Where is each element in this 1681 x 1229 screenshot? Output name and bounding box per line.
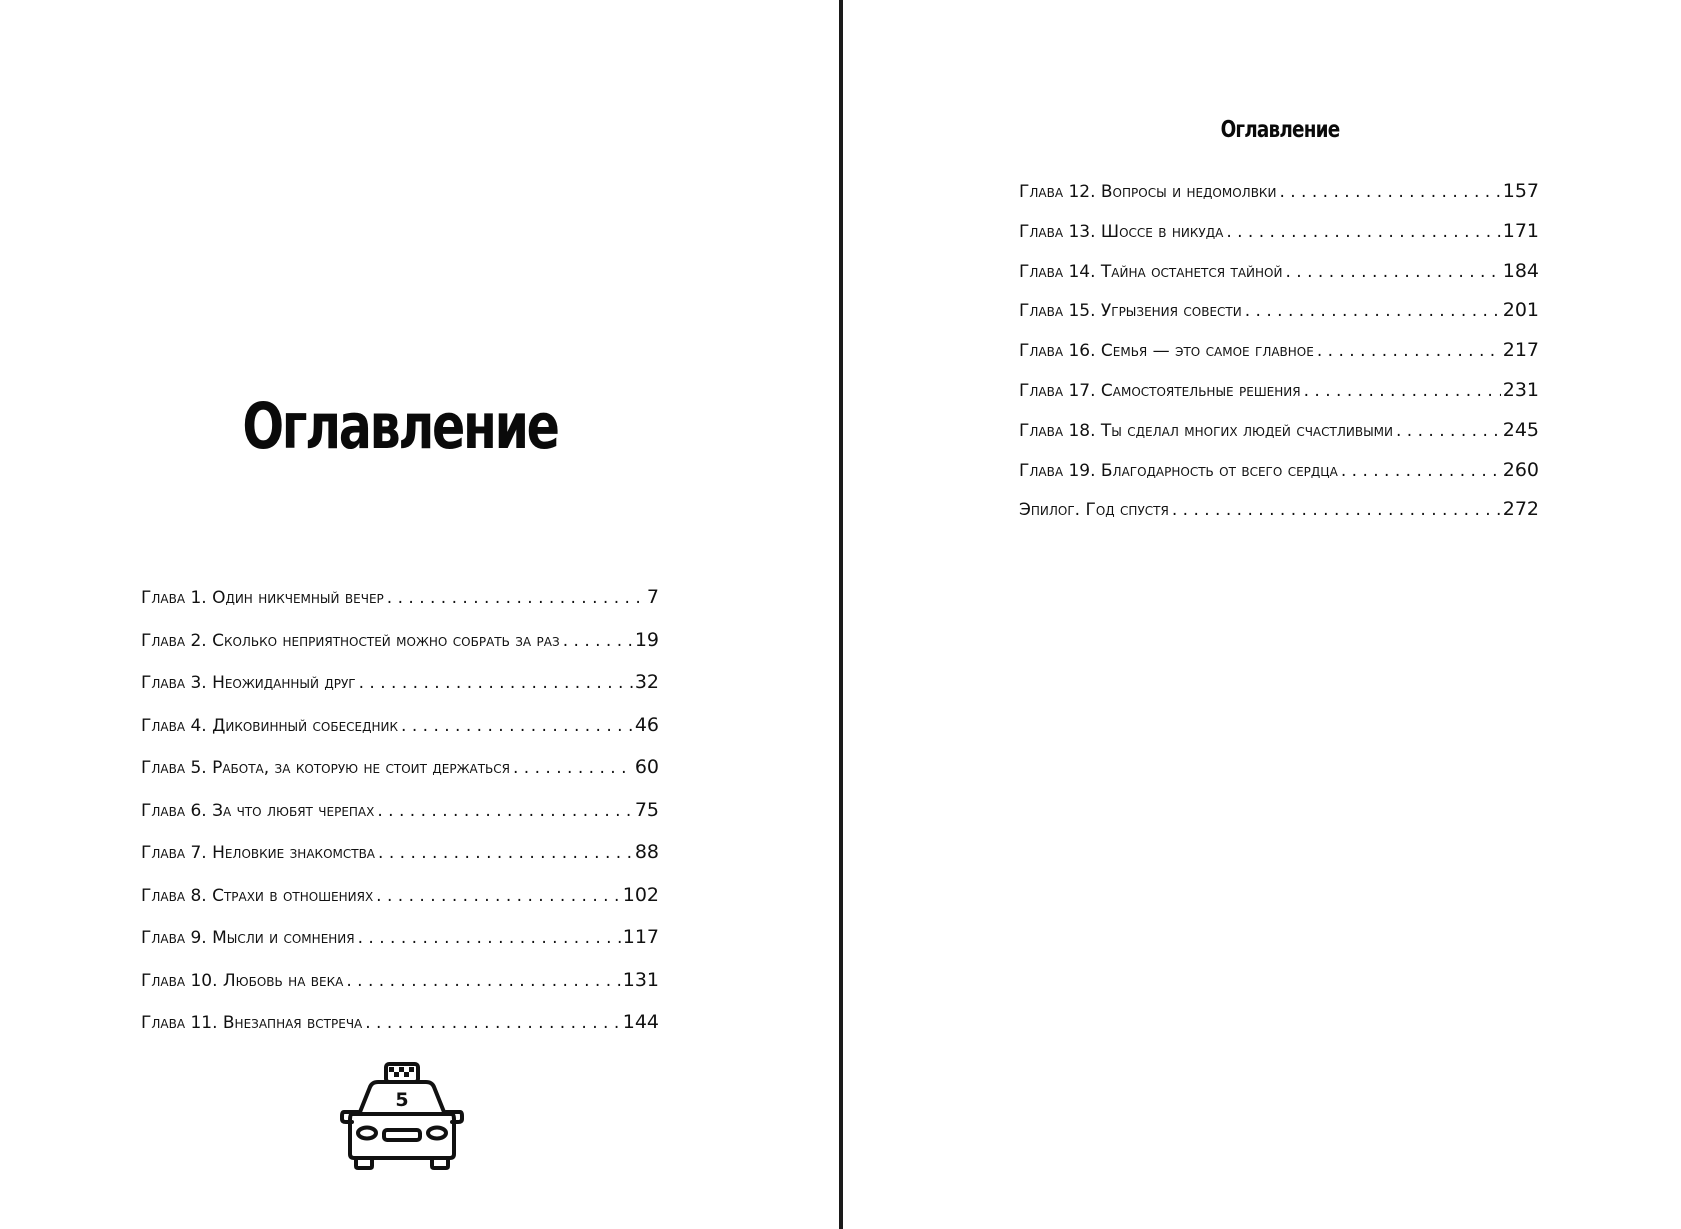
toc-entry-page: 88 [634,841,659,863]
toc-dot-leader [377,794,632,828]
toc-entry-label: Глава 19. Благодарность от всего сердца [1019,460,1338,481]
toc-entry-page: 217 [1502,339,1539,362]
toc-entry[interactable] [141,963,659,1006]
toc-dot-leader [1304,375,1501,407]
toc-entry-label: Глава 3. Неожиданный друг [141,673,356,693]
toc-entry-label: Глава 8. Страхи в отношениях [141,885,374,906]
toc-entry-label: Глава 14. Тайна останется тайной [1019,261,1283,282]
toc-dot-leader [346,964,620,998]
toc-entry[interactable] [1019,334,1539,374]
toc-entry-page: 157 [1502,180,1539,202]
toc-dot-leader [1226,216,1500,248]
toc-entry-page: 201 [1502,299,1539,322]
toc-entry-label: Глава 18. Ты сделал многих людей счастливыми [1019,420,1393,441]
toc-dot-leader [1341,455,1501,487]
toc-entry-label: Глава 13. Шоссе в никуда [1019,221,1224,242]
toc-entry[interactable] [1019,175,1539,215]
toc-entry[interactable] [1019,294,1539,334]
toc-entry-label: Глава 1. Один никчемный вечер [141,588,384,608]
toc-entry[interactable] [1019,454,1539,494]
taxi-left-headlight [358,1128,376,1139]
toc-entry-page: 231 [1502,378,1539,401]
toc-dot-leader [358,921,621,955]
toc-entry[interactable] [1019,255,1539,295]
toc-entry-page: 32 [634,671,659,693]
taxi-sign-number: 5 [395,1089,409,1111]
toc-entry-page: 75 [634,798,659,821]
toc-entry[interactable] [141,708,659,751]
taxi-right-headlight [428,1128,446,1139]
toc-dot-leader [1396,415,1501,447]
toc-entry-page: 272 [1502,498,1539,521]
toc-entry[interactable] [141,623,659,666]
toc-entry-label: Глава 2. Сколько неприятностей можно собрать за раз [141,630,560,651]
toc-entry-page: 144 [622,1011,659,1033]
toc-dot-leader [1279,176,1500,208]
toc-entry[interactable] [141,920,659,963]
toc-dot-leader [1285,256,1500,288]
toc-entry-page: 46 [634,713,659,736]
right-toc-list [1019,175,1539,533]
toc-entry[interactable] [1019,493,1539,533]
toc-dot-leader [387,581,645,615]
toc-dot-leader [1317,335,1501,367]
left-toc-list [141,580,659,1048]
toc-entry-page: 184 [1502,259,1539,282]
toc-entry-label: Глава 10. Любовь на века [141,970,344,991]
toc-dot-leader [378,836,633,870]
toc-entry[interactable] [1019,215,1539,255]
toc-dot-leader [359,666,633,700]
toc-entry-page: 117 [622,926,659,948]
toc-entry-label: Глава 7. Неловкие знакомства [141,843,376,863]
toc-entry-label: Глава 5. Работа, за которую не стоит держаться [141,758,510,778]
toc-entry[interactable] [141,750,659,793]
toc-entry-label: Глава 12. Вопросы и недомолвки [1019,182,1277,202]
toc-entry-page: 19 [634,628,659,651]
toc-entry-page: 171 [1502,219,1539,242]
right-page-title: Оглавление [1220,117,1340,143]
toc-entry-label: Глава 15. Угрызения совести [1019,301,1242,322]
toc-entry-label: Глава 17. Самостоятельные решения [1019,380,1301,401]
toc-entry[interactable] [1019,414,1539,454]
taxi-body [350,1114,454,1158]
taxi-checker-pattern [389,1067,414,1077]
toc-entry-label: Глава 16. Семья — это самое главное [1019,341,1314,362]
taxi-grille [384,1130,420,1140]
toc-entry-label: Глава 11. Внезапная встреча [141,1013,363,1033]
toc-dot-leader [513,751,633,785]
toc-entry[interactable] [141,580,659,623]
toc-entry[interactable] [141,665,659,708]
toc-entry-label: Эпилог. Год спустя [1019,500,1169,521]
toc-entry-label: Глава 4. Диковинный собеседник [141,715,399,736]
toc-dot-leader [401,709,633,743]
taxi-icon [340,1062,464,1170]
toc-dot-leader [563,624,633,658]
toc-entry-page: 260 [1502,458,1539,481]
toc-entry[interactable] [141,1005,659,1048]
toc-entry-label: Глава 9. Мысли и сомнения [141,928,355,948]
toc-entry-page: 245 [1502,418,1539,441]
toc-entry[interactable] [141,835,659,878]
toc-entry-label: Глава 6. За что любят черепах [141,800,375,821]
toc-entry[interactable] [141,878,659,921]
toc-dot-leader [365,1006,620,1040]
toc-dot-leader [1172,494,1501,526]
toc-entry-page: 102 [622,883,659,906]
toc-entry[interactable] [1019,374,1539,414]
taxi-roof-sign [386,1064,418,1082]
toc-dot-leader [376,879,621,913]
toc-entry-page: 131 [622,968,659,991]
left-page-title: Оглавление [242,390,558,463]
toc-entry-page: 60 [634,756,659,778]
toc-entry[interactable] [141,793,659,836]
toc-dot-leader [1245,295,1501,327]
toc-entry-page: 7 [646,586,659,608]
